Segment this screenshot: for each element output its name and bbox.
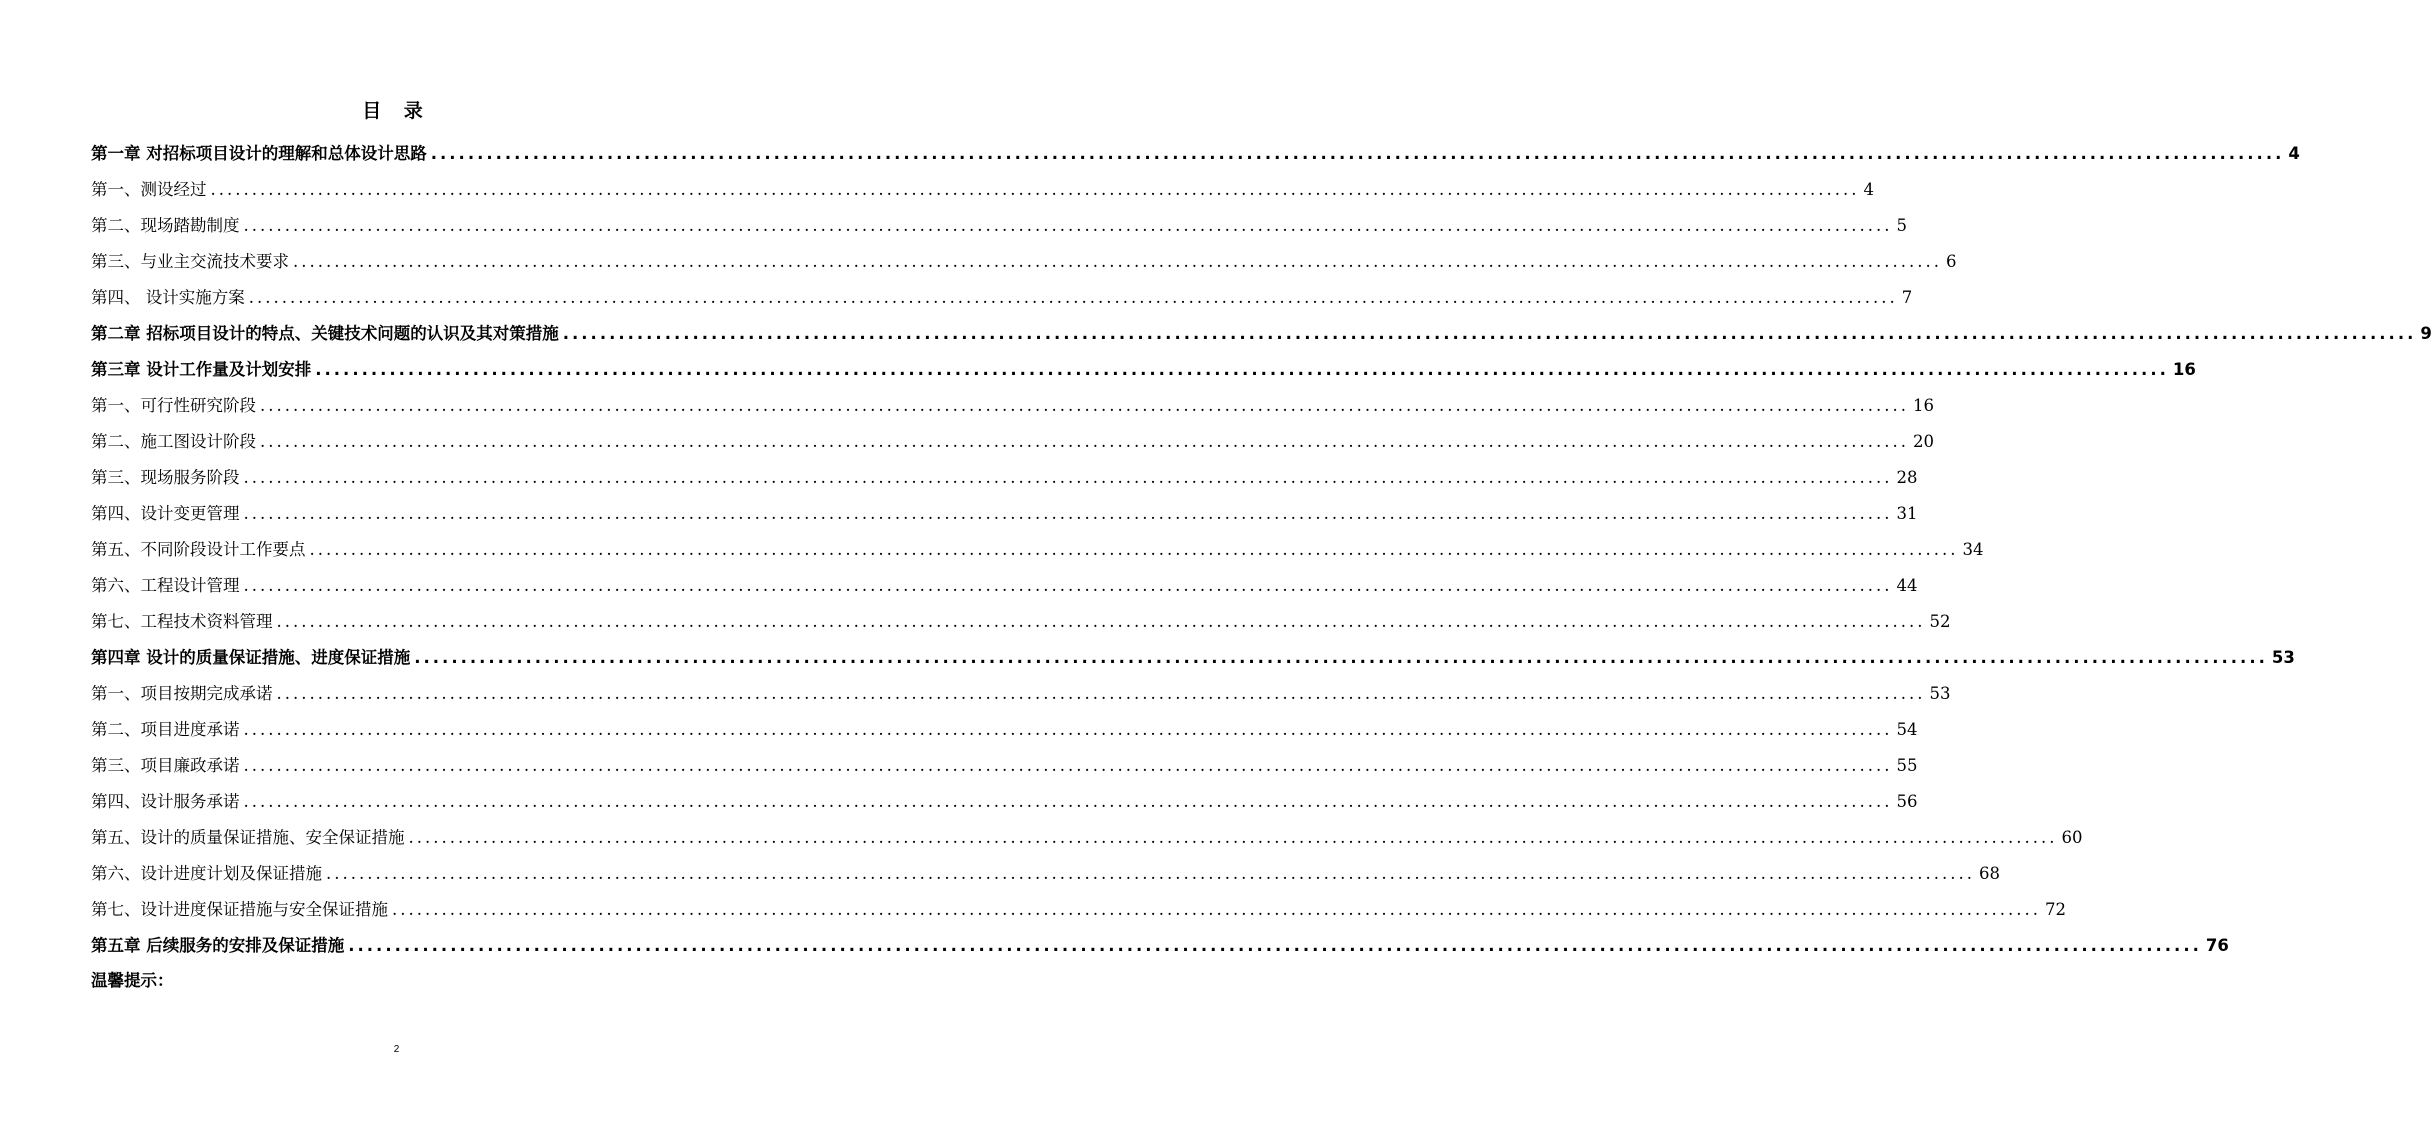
toc-entry-title: 第一、测设经过 [91,180,207,199]
toc-section-entry[interactable] [91,860,2000,896]
toc-section-entry[interactable] [91,284,1913,320]
dot-leader: ........................................................................................................................................................................................................ [276,612,1926,631]
toc-entry-title: 第四、 设计实施方案 [91,288,245,307]
toc-entry-page: 53 [1929,684,1951,703]
toc-entry-title: 第二章 招标项目设计的特点、关键技术问题的认识及其对策措施 [91,324,559,343]
toc-section-entry[interactable] [91,500,1918,536]
dot-leader: ........................................................................................................................................................................................................ [243,468,1893,487]
toc-entry-page: 31 [1896,504,1918,523]
dot-leader: ........................................................................................................................................................................................................ [326,864,1975,883]
toc-entry-page: 76 [2205,936,2229,955]
toc-entry-title: 第三、与业主交流技术要求 [91,252,289,271]
toc-section-entry[interactable] [91,752,1918,788]
toc-section-entry[interactable] [91,788,1918,824]
table-of-contents [91,140,2432,968]
note-label: 温馨提示： [91,971,174,990]
toc-entry-page: 20 [1912,432,1934,451]
dot-leader: ........................................................................................................................................................................................................ [430,144,2285,163]
toc-entry-title: 第一、可行性研究阶段 [91,396,256,415]
dot-leader: ........................................................................................................................................................................................................ [309,540,1959,559]
toc-section-entry[interactable] [91,572,1918,608]
toc-section-entry[interactable] [91,392,1934,428]
toc-entry-page: 9 [2420,324,2432,343]
toc-entry-page: 68 [1978,864,2000,883]
toc-entry-title: 第三章 设计工作量及计划安排 [91,360,312,379]
toc-chapter-entry[interactable] [91,356,2196,392]
toc-entry-page: 60 [2061,828,2083,847]
page-number: 2 [393,1044,400,1055]
toc-section-entry[interactable] [91,680,1951,716]
toc-entry-title: 第一、项目按期完成承诺 [91,684,273,703]
toc-entry-title: 第四、设计变更管理 [91,504,240,523]
toc-chapter-entry[interactable] [91,140,2300,176]
dot-leader: ........................................................................................................................................................................................................ [210,180,1860,199]
dot-leader: ........................................................................................................................................................................................................ [243,576,1893,595]
dot-leader: ........................................................................................................................................................................................................ [315,360,2169,379]
toc-entry-title: 第一章 对招标项目设计的理解和总体设计思路 [91,144,427,163]
toc-section-entry[interactable] [91,536,1984,572]
toc-entry-page: 54 [1896,720,1918,739]
toc-entry-page: 56 [1896,792,1918,811]
toc-entry-title: 第五章 后续服务的安排及保证措施 [91,936,345,955]
toc-section-entry[interactable] [91,464,1918,500]
toc-entry-page: 53 [2271,648,2295,667]
toc-section-entry[interactable] [91,824,2083,860]
toc-section-entry[interactable] [91,248,1957,284]
dot-leader: ........................................................................................................................................................................................................ [348,936,2202,955]
dot-leader: ........................................................................................................................................................................................................ [276,684,1926,703]
dot-leader: ........................................................................................................................................................................................................ [414,648,2268,667]
toc-entry-title: 第六、工程设计管理 [91,576,240,595]
page-title: 目 录 [362,100,431,122]
toc-entry-title: 第二、项目进度承诺 [91,720,240,739]
toc-entry-page: 52 [1929,612,1951,631]
toc-entry-page: 16 [1912,396,1934,415]
toc-section-entry[interactable] [91,428,1934,464]
dot-leader: ........................................................................................................................................................................................................ [243,216,1893,235]
toc-entry-title: 第七、工程技术资料管理 [91,612,273,631]
dot-leader: ........................................................................................................................................................................................................ [248,288,1898,307]
toc-entry-page: 4 [1863,180,1874,199]
toc-entry-page: 72 [2044,900,2066,919]
toc-chapter-entry[interactable] [91,932,2229,968]
toc-entry-page: 5 [1896,216,1907,235]
toc-section-entry[interactable] [91,608,1951,644]
toc-entry-page: 44 [1896,576,1918,595]
toc-entry-title: 第三、现场服务阶段 [91,468,240,487]
toc-entry-title: 第四章 设计的质量保证措施、进度保证措施 [91,648,411,667]
toc-entry-page: 55 [1896,756,1918,775]
dot-leader: ........................................................................................................................................................................................................ [293,252,1942,271]
dot-leader: ........................................................................................................................................................................................................ [392,900,2041,919]
dot-leader: ........................................................................................................................................................................................................ [562,324,2417,343]
toc-entry-page: 7 [1901,288,1913,307]
toc-chapter-entry[interactable] [91,320,2432,356]
toc-section-entry[interactable] [91,896,2066,932]
toc-entry-page: 4 [2288,144,2300,163]
toc-entry-page: 16 [2172,360,2196,379]
toc-entry-page: 28 [1896,468,1918,487]
toc-entry-page: 6 [1945,252,1957,271]
dot-leader: ........................................................................................................................................................................................................ [243,756,1893,775]
toc-section-entry[interactable] [91,212,1907,248]
dot-leader: ........................................................................................................................................................................................................ [260,432,1909,451]
dot-leader: ........................................................................................................................................................................................................ [243,504,1893,523]
dot-leader: ........................................................................................................................................................................................................ [260,396,1909,415]
toc-entry-title: 第三、项目廉政承诺 [91,756,240,775]
toc-entry-title: 第四、设计服务承诺 [91,792,240,811]
toc-entry-title: 第七、设计进度保证措施与安全保证措施 [91,900,388,919]
toc-entry-title: 第五、不同阶段设计工作要点 [91,540,306,559]
dot-leader: ........................................................................................................................................................................................................ [408,828,2058,847]
dot-leader: ........................................................................................................................................................................................................ [243,792,1893,811]
toc-section-entry[interactable] [91,716,1918,752]
toc-entry-title: 第二、现场踏勘制度 [91,216,240,235]
toc-entry-title: 第六、设计进度计划及保证措施 [91,864,322,883]
toc-section-entry[interactable] [91,176,1874,212]
toc-entry-page: 34 [1962,540,1984,559]
dot-leader: ........................................................................................................................................................................................................ [243,720,1893,739]
toc-entry-title: 第五、设计的质量保证措施、安全保证措施 [91,828,405,847]
toc-chapter-entry[interactable] [91,644,2295,680]
toc-entry-title: 第二、施工图设计阶段 [91,432,256,451]
